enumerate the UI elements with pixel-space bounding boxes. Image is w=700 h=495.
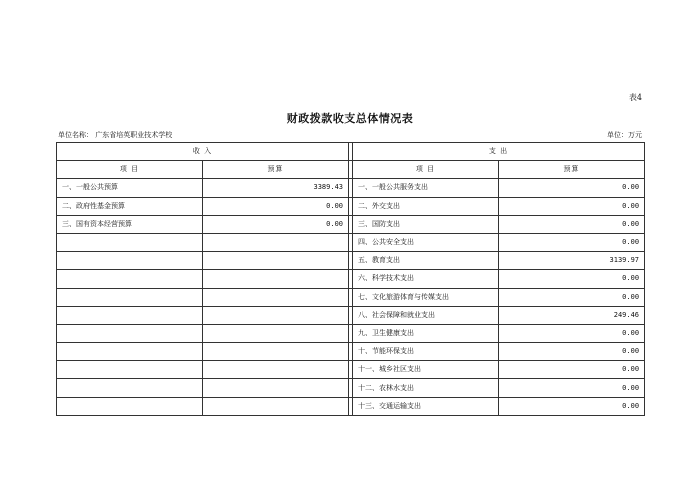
income-item-cell bbox=[57, 233, 203, 251]
expense-header: 支 出 bbox=[353, 143, 645, 161]
expense-item-cell: 一、一般公共服务支出 bbox=[353, 179, 499, 197]
unit-name-label: 单位名称： 广东省培英职业技术学校 bbox=[58, 131, 173, 139]
table-row bbox=[57, 397, 645, 415]
income-item-cell bbox=[57, 361, 203, 379]
expense-budget-cell: 0.00 bbox=[499, 397, 645, 415]
income-item-cell: 一、一般公共预算 bbox=[57, 179, 203, 197]
expense-item-cell: 七、文化旅游体育与传媒支出 bbox=[353, 288, 499, 306]
table-row bbox=[57, 233, 645, 251]
income-budget-cell bbox=[203, 270, 349, 288]
table-row bbox=[57, 270, 645, 288]
expense-budget-cell: 0.00 bbox=[499, 361, 645, 379]
header-row-columns bbox=[57, 161, 645, 179]
table-row bbox=[57, 288, 645, 306]
expense-budget-cell: 0.00 bbox=[499, 179, 645, 197]
income-budget-cell bbox=[203, 361, 349, 379]
income-item-cell bbox=[57, 324, 203, 342]
expense-item-cell: 五、教育支出 bbox=[353, 252, 499, 270]
table-row bbox=[57, 215, 645, 233]
currency-unit-label: 单位：万元 bbox=[607, 131, 642, 139]
table-row bbox=[57, 343, 645, 361]
expense-item-cell: 十一、城乡社区支出 bbox=[353, 361, 499, 379]
income-header: 收 入 bbox=[57, 143, 349, 161]
expense-budget-cell: 0.00 bbox=[499, 379, 645, 397]
income-item-cell bbox=[57, 252, 203, 270]
income-item-cell bbox=[57, 379, 203, 397]
expense-budget-cell: 0.00 bbox=[499, 324, 645, 342]
table-row bbox=[57, 252, 645, 270]
table-row bbox=[57, 306, 645, 324]
income-budget-cell: 0.00 bbox=[203, 197, 349, 215]
expense-budget-cell: 0.00 bbox=[499, 233, 645, 251]
income-budget-cell bbox=[203, 306, 349, 324]
income-item-cell bbox=[57, 306, 203, 324]
table-row bbox=[57, 361, 645, 379]
income-item-cell bbox=[57, 397, 203, 415]
income-budget-cell bbox=[203, 324, 349, 342]
table-row bbox=[57, 179, 645, 197]
expense-item-cell: 十三、交通运输支出 bbox=[353, 397, 499, 415]
expense-item-cell: 十、节能环保支出 bbox=[353, 343, 499, 361]
expense-budget-header: 预算 bbox=[499, 161, 645, 179]
page-title: 财政拨款收支总体情况表 bbox=[286, 112, 414, 125]
income-item-cell: 二、政府性基金预算 bbox=[57, 197, 203, 215]
expense-budget-cell: 0.00 bbox=[499, 343, 645, 361]
income-budget-cell bbox=[203, 252, 349, 270]
expense-item-cell: 四、公共安全支出 bbox=[353, 233, 499, 251]
expense-item-cell: 八、社会保障和就业支出 bbox=[353, 306, 499, 324]
expense-item-cell: 三、国防支出 bbox=[353, 215, 499, 233]
expense-item-cell: 九、卫生健康支出 bbox=[353, 324, 499, 342]
income-budget-cell bbox=[203, 343, 349, 361]
expense-budget-cell: 0.00 bbox=[499, 288, 645, 306]
income-budget-header: 预算 bbox=[203, 161, 349, 179]
income-item-cell bbox=[57, 270, 203, 288]
table-row bbox=[57, 197, 645, 215]
income-budget-cell bbox=[203, 379, 349, 397]
income-item-cell: 三、国有资本经营预算 bbox=[57, 215, 203, 233]
income-budget-cell: 3389.43 bbox=[203, 179, 349, 197]
expense-budget-cell: 3139.97 bbox=[499, 252, 645, 270]
income-budget-cell bbox=[203, 288, 349, 306]
expense-budget-cell: 0.00 bbox=[499, 215, 645, 233]
table-number: 表4 bbox=[628, 93, 642, 102]
header-row-sections bbox=[57, 143, 645, 161]
expense-item-header: 项 目 bbox=[353, 161, 499, 179]
income-item-cell bbox=[57, 343, 203, 361]
income-item-cell bbox=[57, 288, 203, 306]
finance-table bbox=[56, 142, 645, 416]
expense-item-cell: 二、外交支出 bbox=[353, 197, 499, 215]
income-item-header: 项 目 bbox=[57, 161, 203, 179]
expense-budget-cell: 249.46 bbox=[499, 306, 645, 324]
expense-budget-cell: 0.00 bbox=[499, 270, 645, 288]
income-budget-cell bbox=[203, 397, 349, 415]
income-budget-cell: 0.00 bbox=[203, 215, 349, 233]
table-row bbox=[57, 324, 645, 342]
expense-item-cell: 六、科学技术支出 bbox=[353, 270, 499, 288]
expense-budget-cell: 0.00 bbox=[499, 197, 645, 215]
table-row bbox=[57, 379, 645, 397]
income-budget-cell bbox=[203, 233, 349, 251]
expense-item-cell: 十二、农林水支出 bbox=[353, 379, 499, 397]
